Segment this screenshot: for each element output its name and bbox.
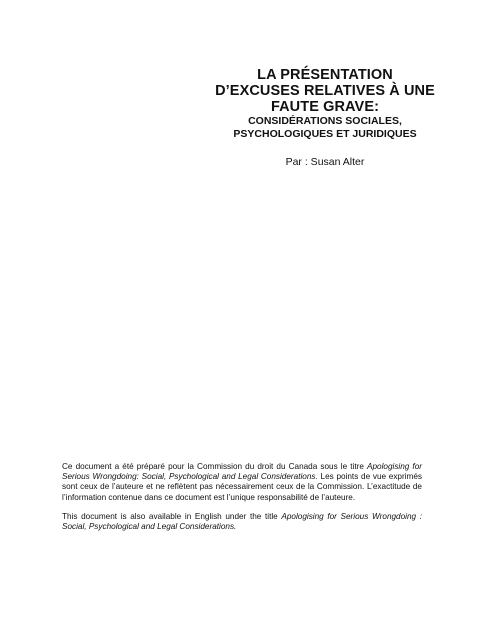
title-block — [180, 67, 470, 140]
title-line-3: FAUTE GRAVE: — [270, 99, 380, 115]
english-note-intro: This document is also available in English under the title — [62, 511, 282, 521]
english-note-title: Apologising for Serious Wrongdoing : Social, Psychological and Legal Considerations. — [62, 511, 423, 532]
notes-block — [62, 462, 422, 541]
subtitle-line-1: CONSIDÉRATIONS SOCIALES, — [248, 115, 402, 127]
french-note-intro: Ce document a été préparé pour la Commission du droit du Canada sous le titre — [62, 462, 367, 471]
french-note-rest: Les points de vue exprimés sont ceux de l’auteure et ne reflètent pas nécessairement ceux de la Commission. L’exactitude de l’information contenue dans ce document est l’unique responsabilité de l’auteure. — [62, 472, 422, 502]
subtitle-line-2: PSYCHOLOGIQUES ET JURIDIQUES — [233, 127, 417, 140]
title-line-1: LA PRÉSENTATION — [257, 67, 393, 83]
english-note — [62, 512, 422, 532]
french-note-title: Apologising for Serious Wrongdoing: Social, Psychological and Legal Considerations. — [62, 462, 422, 482]
french-note — [62, 462, 422, 503]
title-line-2: D’EXCUSES RELATIVES À UNE — [215, 83, 435, 99]
author-line: Par : Susan Alter — [285, 156, 365, 168]
